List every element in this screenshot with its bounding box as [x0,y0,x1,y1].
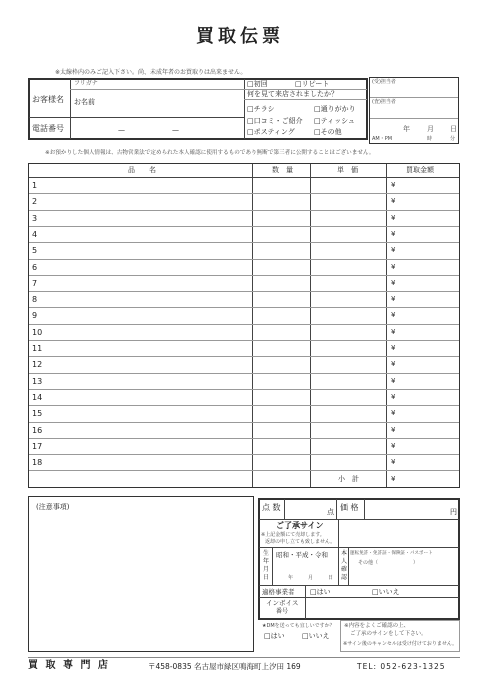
price-label: 価 格 [340,503,359,512]
furigana-field[interactable] [104,80,242,89]
row-number: 5 [32,246,38,255]
row-number: 8 [32,295,38,304]
source-checkbox-passing[interactable]: □ 通りがかり [314,106,356,113]
row-yen: ¥ [391,214,396,222]
consent-note-1: ※上記金額にて売却します。 [261,532,325,538]
row-yen: ¥ [391,181,396,189]
row-yen: ¥ [391,360,396,368]
remark-1: ※内容をよくご確認の上、 [344,623,410,629]
date-month: 月 [427,125,434,133]
birth-day: 日 [328,575,334,581]
receiving-staff-label: (受)担当者 [372,79,396,85]
phone-separator: — [118,126,125,134]
qualified-yes-checkbox[interactable]: □ はい [310,589,331,596]
row-yen: ¥ [391,426,396,434]
name-label: お名前 [74,98,95,106]
row-number: 13 [32,377,43,386]
row-yen: ¥ [391,263,396,271]
customer-name-label: お客様名 [32,95,64,104]
row-yen: ¥ [391,311,396,319]
consent-signature-field[interactable] [340,521,458,546]
phone-separator: — [172,126,179,134]
phone-field[interactable] [74,119,242,138]
row-number: 2 [32,197,38,206]
id-other: その他（ ） [358,560,419,566]
subtotal-field[interactable] [400,473,458,486]
time-minute: 分 [450,136,456,142]
row-yen: ¥ [391,197,396,205]
row-number: 17 [32,442,43,451]
office-use-box [369,77,459,144]
row-number: 16 [32,426,43,435]
appraisal-staff-label: (査)担当者 [372,99,396,105]
visit-question: 何を見て来店されましたか？ [247,90,338,98]
row-yen: ¥ [391,328,396,336]
birth-month: 月 [308,575,314,581]
row-yen: ¥ [391,393,396,401]
notes-box [28,496,254,652]
qualified-business-label: 適格事業者 [262,588,295,596]
price-unit: 円 [450,508,457,516]
source-checkbox-other[interactable]: □ その他 [314,129,342,136]
row-yen: ¥ [391,458,396,466]
source-checkbox-tissue[interactable]: □ ティッシュ [314,118,355,125]
row-yen: ¥ [391,344,396,352]
invoice-label-2: 番号 [276,608,289,615]
birthdate-label: 生年月日 [262,550,269,581]
privacy-note: ※お預かりした個人情報は、古物営業法で定められた本人確認に使用するものであり無断で第三者に公開することはございません。 [45,150,375,156]
row-number: 3 [32,214,38,223]
price-field[interactable] [366,500,448,518]
column-header-unit-price: 単 価 [337,166,358,174]
row-number: 14 [32,393,43,402]
remark-2: ご了承のサインをして下さい。 [350,631,427,637]
first-visit-checkbox[interactable]: □ 初回 [247,81,268,88]
subtotal-yen: ¥ [391,475,396,483]
name-field[interactable] [104,90,242,116]
id-documents: 運転免許・免許証・保険証・パスポート [350,551,433,556]
phone-label: 電話番号 [32,124,64,133]
row-number: 15 [32,409,43,418]
source-checkbox-posting[interactable]: □ ポスティング [247,129,295,136]
row-number: 6 [32,263,38,272]
row-number: 7 [32,279,38,288]
row-yen: ¥ [391,230,396,238]
id-check-label: 本人確認 [340,550,347,581]
subtotal-label: 小 計 [338,475,359,483]
row-number: 10 [32,328,43,337]
column-header-item: 品 名 [128,166,156,174]
row-number: 1 [32,181,38,190]
shop-phone: TEL: 052-623-1325 [357,662,446,671]
row-number: 4 [32,230,38,239]
furigana-label: フリガナ [74,80,98,87]
row-number: 18 [32,458,43,467]
invoice-label-1: インボイス [266,599,299,607]
instruction-note: ※太線枠内のみご記入下さい。尚、未成年者のお買取りは出来ません。 [55,69,247,76]
points-field[interactable] [286,500,324,518]
date-day: 日 [450,125,457,133]
row-number: 9 [32,311,38,320]
shop-address: 〒458-0835 名古屋市緑区鳴海町上汐田 169 [148,662,301,671]
repeat-visit-checkbox[interactable]: □ リピート [295,81,329,88]
row-yen: ¥ [391,279,396,287]
points-unit: 点 [327,508,334,516]
row-number: 12 [32,360,43,369]
notes-label: (注意事項) [36,503,70,511]
row-yen: ¥ [391,442,396,450]
points-label: 点 数 [262,503,281,512]
dm-question: ★DMを送っても宜しいですか？ [262,623,335,629]
qualified-no-checkbox[interactable]: □ いいえ [372,589,400,596]
dm-yes-checkbox[interactable]: □ はい [264,633,285,640]
page-title: 買取伝票 [196,26,284,47]
consent-note-2: 返却の申し立ても致しません。 [265,539,336,545]
row-yen: ¥ [391,377,396,385]
row-yen: ¥ [391,409,396,417]
row-yen: ¥ [391,295,396,303]
invoice-number-field[interactable] [307,599,458,619]
source-checkbox-flyer[interactable]: □ チラシ [247,106,275,113]
row-number: 11 [32,344,43,353]
shop-name: 買 取 専 門 店 [28,660,110,671]
birth-year: 年 [288,575,294,581]
time-hour: 時 [427,136,433,142]
am-pm-label: AM・PM [372,136,393,142]
source-checkbox-referral[interactable]: □ 口コミ・ご紹介 [247,118,303,125]
row-yen: ¥ [391,246,396,254]
consent-title: ご了承サイン [276,521,324,530]
remark-3: ※サイン後のキャンセルは受け付けておりません。 [343,641,458,647]
column-header-qty: 数 量 [272,166,293,174]
dm-no-checkbox[interactable]: □ いいえ [302,633,330,640]
date-year: 年 [403,125,410,133]
column-header-amount: 買取金額 [406,166,434,174]
era-options[interactable]: 昭和・平成・令和 [276,551,328,559]
